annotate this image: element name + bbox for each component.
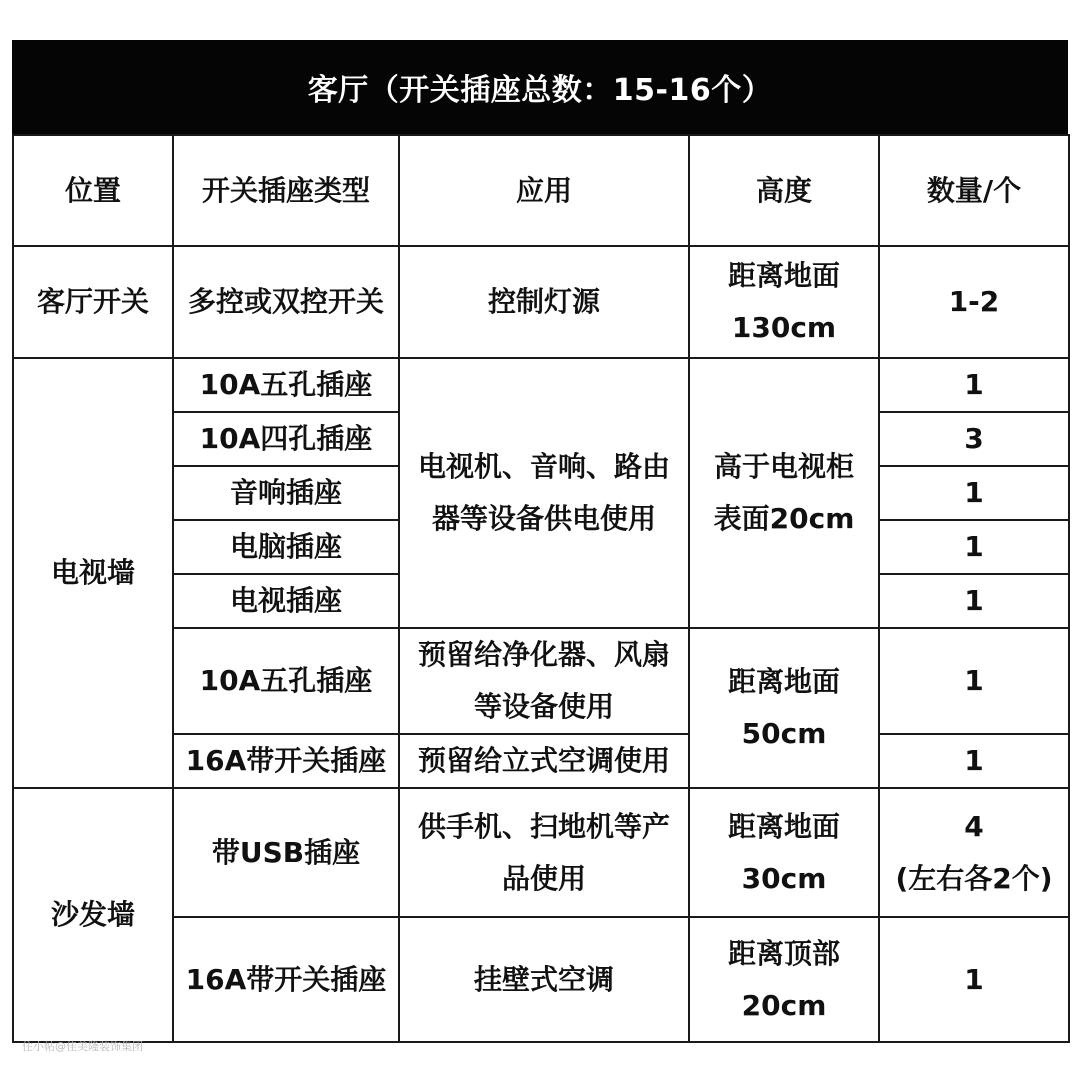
- quantity-cell: [879, 788, 1069, 917]
- usage-cell: 控制灯源: [399, 246, 689, 358]
- quantity-cell: 1: [879, 917, 1069, 1042]
- usage-line: 供手机、扫地机等产: [417, 809, 670, 843]
- position-cell: 客厅开关: [13, 246, 173, 358]
- height-cell: [689, 788, 879, 917]
- header-usage: 应用: [399, 135, 689, 246]
- type-cell: 16A带开关插座: [173, 917, 399, 1042]
- quantity-cell: 1: [879, 574, 1069, 628]
- height-cell: [689, 628, 879, 788]
- height-line: 距离地面: [727, 665, 840, 698]
- quantity-cell: 1: [879, 628, 1069, 734]
- type-cell: 音响插座: [173, 466, 399, 520]
- type-cell: 多控或双控开关: [173, 246, 399, 358]
- height-line: 130cm: [731, 311, 837, 344]
- table-row: [13, 358, 1069, 412]
- header-type: 开关插座类型: [173, 135, 399, 246]
- height-cell: [689, 917, 879, 1042]
- table-title: 客厅（开关插座总数：15-16个）: [12, 40, 1068, 134]
- type-cell: 电脑插座: [173, 520, 399, 574]
- position-cell: 沙发墙: [13, 788, 173, 1042]
- type-cell: 电视插座: [173, 574, 399, 628]
- type-cell: 16A带开关插座: [173, 734, 399, 788]
- quantity-cell: 1: [879, 520, 1069, 574]
- header-position: 位置: [13, 135, 173, 246]
- height-line: 表面20cm: [713, 502, 855, 535]
- usage-line: 预留给净化器、风扇: [417, 638, 670, 671]
- quantity-cell: 1: [879, 358, 1069, 412]
- quantity-line: (左右各2个): [895, 861, 1053, 895]
- usage-cell: 预留给立式空调使用: [399, 734, 689, 788]
- outlet-plan-sheet: [12, 40, 1068, 1043]
- type-cell: 10A五孔插座: [173, 358, 399, 412]
- quantity-cell: 1: [879, 734, 1069, 788]
- type-cell: 10A五孔插座: [173, 628, 399, 734]
- header-quantity: 数量/个: [879, 135, 1069, 246]
- height-line: 50cm: [741, 717, 827, 750]
- quantity-cell: 3: [879, 412, 1069, 466]
- position-cell: 电视墙: [13, 358, 173, 788]
- watermark-text: 住小帖@佳美隆装饰集团: [22, 1040, 143, 1053]
- type-cell: 带USB插座: [173, 788, 399, 917]
- height-line: 高于电视柜: [713, 450, 854, 483]
- quantity-cell: 1: [879, 466, 1069, 520]
- usage-cell: [399, 788, 689, 917]
- height-line: 20cm: [741, 988, 827, 1022]
- table-row: [13, 246, 1069, 358]
- usage-cell: [399, 628, 689, 734]
- usage-line: 器等设备供电使用: [431, 502, 656, 535]
- height-line: 距离地面: [727, 259, 840, 292]
- height-line: 距离顶部: [727, 936, 840, 970]
- usage-line: 品使用: [501, 861, 586, 895]
- usage-line: 等设备使用: [473, 690, 614, 723]
- usage-line: 电视机、音响、路由: [417, 450, 670, 483]
- height-line: 距离地面: [727, 809, 840, 843]
- usage-cell: [399, 358, 689, 628]
- header-row: [13, 135, 1069, 246]
- usage-cell: 挂壁式空调: [399, 917, 689, 1042]
- quantity-cell: 1-2: [879, 246, 1069, 358]
- height-cell: [689, 246, 879, 358]
- table-row: [13, 788, 1069, 917]
- header-height: 高度: [689, 135, 879, 246]
- height-cell: [689, 358, 879, 628]
- quantity-line: 4: [964, 809, 984, 843]
- type-cell: 10A四孔插座: [173, 412, 399, 466]
- height-line: 30cm: [741, 861, 827, 895]
- outlet-table: [12, 134, 1070, 1043]
